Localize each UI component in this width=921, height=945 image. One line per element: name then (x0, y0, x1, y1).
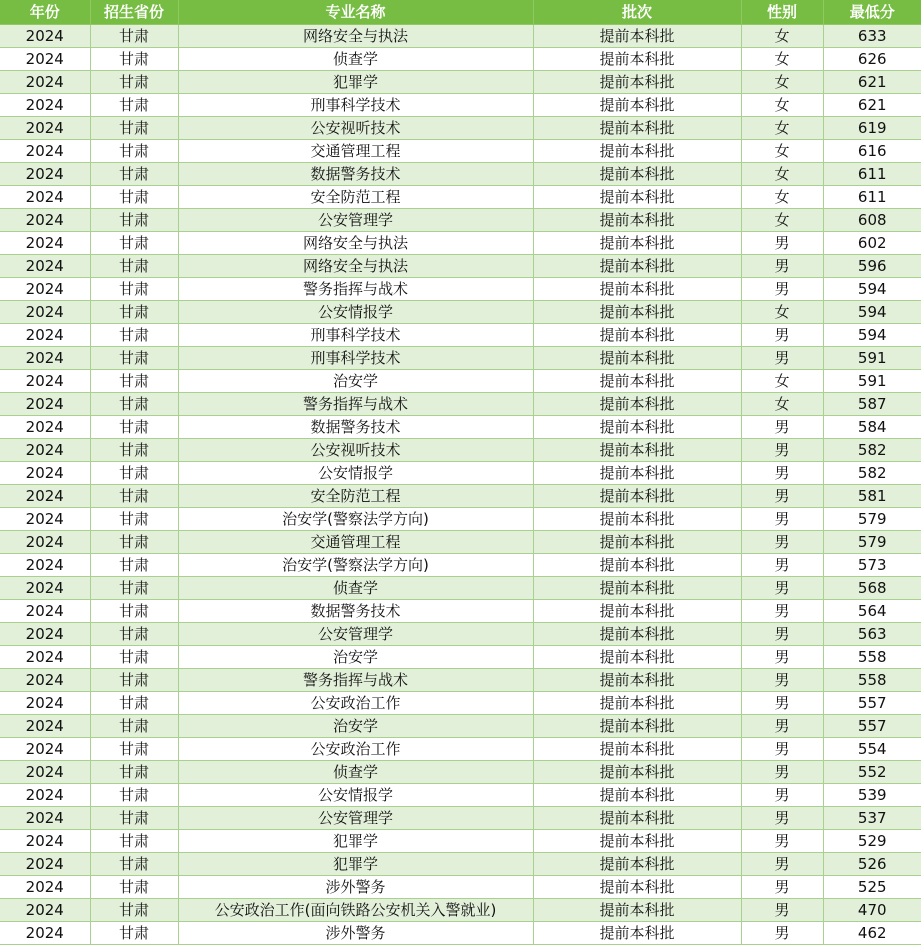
cell-batch: 提前本科批 (533, 415, 741, 438)
cell-batch: 提前本科批 (533, 461, 741, 484)
cell-year: 2024 (0, 139, 90, 162)
cell-gender: 男 (741, 737, 823, 760)
table-row (0, 691, 921, 714)
cell-year: 2024 (0, 484, 90, 507)
cell-batch: 提前本科批 (533, 921, 741, 944)
cell-major: 公安管理学 (178, 622, 533, 645)
cell-province: 甘肃 (90, 553, 178, 576)
cell-province: 甘肃 (90, 691, 178, 714)
header-gender: 性别 (741, 0, 823, 24)
cell-major: 治安学 (178, 714, 533, 737)
cell-major: 数据警务技术 (178, 162, 533, 185)
cell-major: 公安情报学 (178, 300, 533, 323)
cell-province: 甘肃 (90, 668, 178, 691)
cell-major: 数据警务技术 (178, 415, 533, 438)
cell-gender: 女 (741, 93, 823, 116)
cell-score: 594 (823, 300, 921, 323)
table-row (0, 231, 921, 254)
cell-province: 甘肃 (90, 24, 178, 47)
cell-score: 568 (823, 576, 921, 599)
table-row (0, 185, 921, 208)
cell-province: 甘肃 (90, 760, 178, 783)
cell-gender: 男 (741, 438, 823, 461)
cell-province: 甘肃 (90, 783, 178, 806)
cell-gender: 女 (741, 185, 823, 208)
table-row (0, 599, 921, 622)
cell-year: 2024 (0, 806, 90, 829)
cell-year: 2024 (0, 691, 90, 714)
cell-score: 554 (823, 737, 921, 760)
cell-score: 557 (823, 691, 921, 714)
cell-score: 587 (823, 392, 921, 415)
cell-province: 甘肃 (90, 415, 178, 438)
header-major: 专业名称 (178, 0, 533, 24)
table-row (0, 898, 921, 921)
cell-province: 甘肃 (90, 231, 178, 254)
cell-score: 582 (823, 438, 921, 461)
cell-province: 甘肃 (90, 507, 178, 530)
cell-batch: 提前本科批 (533, 760, 741, 783)
cell-year: 2024 (0, 530, 90, 553)
cell-major: 网络安全与执法 (178, 254, 533, 277)
cell-gender: 男 (741, 760, 823, 783)
cell-year: 2024 (0, 599, 90, 622)
cell-province: 甘肃 (90, 806, 178, 829)
cell-batch: 提前本科批 (533, 691, 741, 714)
table-row (0, 162, 921, 185)
cell-batch: 提前本科批 (533, 93, 741, 116)
cell-batch: 提前本科批 (533, 829, 741, 852)
cell-batch: 提前本科批 (533, 737, 741, 760)
cell-province: 甘肃 (90, 484, 178, 507)
cell-major: 刑事科学技术 (178, 346, 533, 369)
cell-major: 犯罪学 (178, 829, 533, 852)
cell-year: 2024 (0, 254, 90, 277)
header-year: 年份 (0, 0, 90, 24)
cell-year: 2024 (0, 714, 90, 737)
cell-year: 2024 (0, 438, 90, 461)
cell-year: 2024 (0, 162, 90, 185)
cell-gender: 女 (741, 208, 823, 231)
cell-gender: 女 (741, 300, 823, 323)
cell-gender: 男 (741, 323, 823, 346)
table-row (0, 116, 921, 139)
cell-province: 甘肃 (90, 852, 178, 875)
cell-batch: 提前本科批 (533, 507, 741, 530)
cell-year: 2024 (0, 576, 90, 599)
cell-score: 621 (823, 70, 921, 93)
cell-gender: 女 (741, 24, 823, 47)
cell-major: 犯罪学 (178, 852, 533, 875)
cell-score: 558 (823, 668, 921, 691)
cell-batch: 提前本科批 (533, 576, 741, 599)
cell-gender: 男 (741, 484, 823, 507)
cell-gender: 女 (741, 139, 823, 162)
cell-major: 刑事科学技术 (178, 323, 533, 346)
cell-major: 侦查学 (178, 576, 533, 599)
cell-major: 警务指挥与战术 (178, 392, 533, 415)
cell-batch: 提前本科批 (533, 668, 741, 691)
cell-major: 网络安全与执法 (178, 24, 533, 47)
cell-batch: 提前本科批 (533, 622, 741, 645)
table-row (0, 737, 921, 760)
cell-gender: 男 (741, 277, 823, 300)
cell-batch: 提前本科批 (533, 714, 741, 737)
cell-score: 616 (823, 139, 921, 162)
cell-year: 2024 (0, 829, 90, 852)
table-row (0, 668, 921, 691)
cell-batch: 提前本科批 (533, 645, 741, 668)
table-row (0, 760, 921, 783)
cell-province: 甘肃 (90, 346, 178, 369)
cell-score: 633 (823, 24, 921, 47)
table-row (0, 852, 921, 875)
cell-score: 557 (823, 714, 921, 737)
cell-batch: 提前本科批 (533, 70, 741, 93)
cell-gender: 女 (741, 162, 823, 185)
cell-score: 602 (823, 231, 921, 254)
cell-major: 侦查学 (178, 47, 533, 70)
cell-gender: 男 (741, 852, 823, 875)
cell-major: 安全防范工程 (178, 484, 533, 507)
cell-year: 2024 (0, 553, 90, 576)
cell-major: 犯罪学 (178, 70, 533, 93)
cell-batch: 提前本科批 (533, 323, 741, 346)
cell-batch: 提前本科批 (533, 208, 741, 231)
cell-year: 2024 (0, 875, 90, 898)
cell-gender: 男 (741, 921, 823, 944)
cell-gender: 男 (741, 622, 823, 645)
cell-gender: 男 (741, 875, 823, 898)
cell-batch: 提前本科批 (533, 484, 741, 507)
cell-gender: 男 (741, 346, 823, 369)
cell-score: 529 (823, 829, 921, 852)
table-row (0, 576, 921, 599)
table-row (0, 300, 921, 323)
cell-province: 甘肃 (90, 93, 178, 116)
cell-major: 公安视听技术 (178, 116, 533, 139)
cell-batch: 提前本科批 (533, 300, 741, 323)
cell-year: 2024 (0, 622, 90, 645)
cell-year: 2024 (0, 852, 90, 875)
cell-province: 甘肃 (90, 323, 178, 346)
cell-score: 582 (823, 461, 921, 484)
cell-batch: 提前本科批 (533, 852, 741, 875)
table-row (0, 438, 921, 461)
header-score: 最低分 (823, 0, 921, 24)
cell-year: 2024 (0, 300, 90, 323)
table-row (0, 70, 921, 93)
cell-batch: 提前本科批 (533, 346, 741, 369)
cell-gender: 女 (741, 392, 823, 415)
cell-batch: 提前本科批 (533, 24, 741, 47)
cell-year: 2024 (0, 507, 90, 530)
cell-score: 525 (823, 875, 921, 898)
table-row (0, 806, 921, 829)
cell-province: 甘肃 (90, 622, 178, 645)
cell-year: 2024 (0, 24, 90, 47)
cell-year: 2024 (0, 47, 90, 70)
cell-major: 安全防范工程 (178, 185, 533, 208)
cell-major: 侦查学 (178, 760, 533, 783)
cell-province: 甘肃 (90, 162, 178, 185)
cell-score: 619 (823, 116, 921, 139)
cell-score: 558 (823, 645, 921, 668)
cell-score: 581 (823, 484, 921, 507)
cell-year: 2024 (0, 185, 90, 208)
cell-score: 537 (823, 806, 921, 829)
table-row (0, 323, 921, 346)
cell-gender: 男 (741, 461, 823, 484)
table-header (0, 0, 921, 24)
cell-major: 公安管理学 (178, 806, 533, 829)
cell-gender: 男 (741, 829, 823, 852)
cell-batch: 提前本科批 (533, 438, 741, 461)
cell-province: 甘肃 (90, 139, 178, 162)
cell-province: 甘肃 (90, 70, 178, 93)
cell-province: 甘肃 (90, 737, 178, 760)
cell-province: 甘肃 (90, 116, 178, 139)
cell-major: 交通管理工程 (178, 139, 533, 162)
table-row (0, 783, 921, 806)
header-province: 招生省份 (90, 0, 178, 24)
cell-gender: 男 (741, 668, 823, 691)
cell-score: 621 (823, 93, 921, 116)
table-row (0, 530, 921, 553)
cell-major: 刑事科学技术 (178, 93, 533, 116)
table-row (0, 208, 921, 231)
cell-batch: 提前本科批 (533, 806, 741, 829)
cell-major: 公安政治工作 (178, 691, 533, 714)
cell-gender: 男 (741, 806, 823, 829)
cell-gender: 男 (741, 645, 823, 668)
cell-score: 611 (823, 162, 921, 185)
table-row (0, 829, 921, 852)
table-row (0, 369, 921, 392)
cell-score: 626 (823, 47, 921, 70)
table-row (0, 346, 921, 369)
cell-batch: 提前本科批 (533, 47, 741, 70)
cell-major: 公安情报学 (178, 461, 533, 484)
cell-batch: 提前本科批 (533, 599, 741, 622)
cell-major: 涉外警务 (178, 921, 533, 944)
table-row (0, 93, 921, 116)
cell-score: 563 (823, 622, 921, 645)
cell-gender: 男 (741, 714, 823, 737)
cell-score: 591 (823, 346, 921, 369)
cell-major: 公安情报学 (178, 783, 533, 806)
cell-major: 公安视听技术 (178, 438, 533, 461)
cell-batch: 提前本科批 (533, 392, 741, 415)
cell-gender: 男 (741, 783, 823, 806)
cell-province: 甘肃 (90, 277, 178, 300)
cell-score: 564 (823, 599, 921, 622)
cell-province: 甘肃 (90, 185, 178, 208)
cell-major: 数据警务技术 (178, 599, 533, 622)
cell-gender: 男 (741, 530, 823, 553)
cell-year: 2024 (0, 208, 90, 231)
cell-gender: 男 (741, 691, 823, 714)
cell-year: 2024 (0, 461, 90, 484)
cell-gender: 男 (741, 415, 823, 438)
cell-province: 甘肃 (90, 599, 178, 622)
cell-score: 462 (823, 921, 921, 944)
cell-score: 470 (823, 898, 921, 921)
cell-batch: 提前本科批 (533, 898, 741, 921)
cell-province: 甘肃 (90, 714, 178, 737)
table-row (0, 461, 921, 484)
cell-year: 2024 (0, 116, 90, 139)
cell-batch: 提前本科批 (533, 139, 741, 162)
cell-year: 2024 (0, 921, 90, 944)
cell-province: 甘肃 (90, 208, 178, 231)
cell-year: 2024 (0, 783, 90, 806)
cell-province: 甘肃 (90, 369, 178, 392)
cell-year: 2024 (0, 415, 90, 438)
cell-score: 526 (823, 852, 921, 875)
header-row (0, 0, 921, 24)
cell-year: 2024 (0, 346, 90, 369)
cell-score: 594 (823, 323, 921, 346)
header-batch: 批次 (533, 0, 741, 24)
table-row (0, 714, 921, 737)
cell-score: 608 (823, 208, 921, 231)
cell-score: 584 (823, 415, 921, 438)
cell-major: 公安政治工作(面向铁路公安机关入警就业) (178, 898, 533, 921)
cell-year: 2024 (0, 898, 90, 921)
cell-gender: 男 (741, 599, 823, 622)
cell-major: 治安学 (178, 369, 533, 392)
cell-batch: 提前本科批 (533, 231, 741, 254)
cell-major: 公安管理学 (178, 208, 533, 231)
table-row (0, 622, 921, 645)
cell-batch: 提前本科批 (533, 162, 741, 185)
cell-major: 治安学(警察法学方向) (178, 507, 533, 530)
cell-gender: 男 (741, 231, 823, 254)
cell-score: 579 (823, 530, 921, 553)
table-row (0, 921, 921, 944)
cell-major: 治安学(警察法学方向) (178, 553, 533, 576)
cell-gender: 男 (741, 898, 823, 921)
cell-gender: 男 (741, 254, 823, 277)
cell-year: 2024 (0, 70, 90, 93)
cell-year: 2024 (0, 668, 90, 691)
cell-year: 2024 (0, 737, 90, 760)
cell-year: 2024 (0, 231, 90, 254)
cell-major: 交通管理工程 (178, 530, 533, 553)
cell-major: 公安政治工作 (178, 737, 533, 760)
cell-year: 2024 (0, 392, 90, 415)
cell-score: 579 (823, 507, 921, 530)
cell-province: 甘肃 (90, 254, 178, 277)
cell-batch: 提前本科批 (533, 875, 741, 898)
cell-gender: 男 (741, 576, 823, 599)
cell-province: 甘肃 (90, 898, 178, 921)
cell-province: 甘肃 (90, 530, 178, 553)
cell-batch: 提前本科批 (533, 277, 741, 300)
table-row (0, 254, 921, 277)
table-row (0, 484, 921, 507)
cell-year: 2024 (0, 369, 90, 392)
cell-batch: 提前本科批 (533, 369, 741, 392)
cell-province: 甘肃 (90, 576, 178, 599)
cell-major: 治安学 (178, 645, 533, 668)
cell-year: 2024 (0, 277, 90, 300)
cell-gender: 女 (741, 47, 823, 70)
cell-gender: 男 (741, 553, 823, 576)
table-row (0, 139, 921, 162)
cell-score: 552 (823, 760, 921, 783)
table-row (0, 47, 921, 70)
table-row (0, 507, 921, 530)
cell-batch: 提前本科批 (533, 783, 741, 806)
cell-year: 2024 (0, 323, 90, 346)
table-row (0, 645, 921, 668)
cell-major: 警务指挥与战术 (178, 668, 533, 691)
cell-batch: 提前本科批 (533, 254, 741, 277)
table-body (0, 24, 921, 944)
cell-year: 2024 (0, 93, 90, 116)
cell-gender: 女 (741, 369, 823, 392)
cell-score: 596 (823, 254, 921, 277)
cell-province: 甘肃 (90, 921, 178, 944)
cell-year: 2024 (0, 760, 90, 783)
cell-province: 甘肃 (90, 438, 178, 461)
cell-gender: 女 (741, 70, 823, 93)
cell-batch: 提前本科批 (533, 530, 741, 553)
cell-province: 甘肃 (90, 829, 178, 852)
cell-major: 网络安全与执法 (178, 231, 533, 254)
cell-gender: 女 (741, 116, 823, 139)
cell-score: 611 (823, 185, 921, 208)
cell-batch: 提前本科批 (533, 185, 741, 208)
cell-province: 甘肃 (90, 461, 178, 484)
cell-major: 涉外警务 (178, 875, 533, 898)
cell-year: 2024 (0, 645, 90, 668)
table-row (0, 277, 921, 300)
table-row (0, 553, 921, 576)
cell-province: 甘肃 (90, 875, 178, 898)
cell-province: 甘肃 (90, 300, 178, 323)
cell-batch: 提前本科批 (533, 553, 741, 576)
cell-province: 甘肃 (90, 392, 178, 415)
cell-score: 539 (823, 783, 921, 806)
cell-gender: 男 (741, 507, 823, 530)
table-row (0, 415, 921, 438)
cell-score: 573 (823, 553, 921, 576)
cell-province: 甘肃 (90, 47, 178, 70)
table-row (0, 24, 921, 47)
cell-batch: 提前本科批 (533, 116, 741, 139)
table-row (0, 875, 921, 898)
cell-score: 591 (823, 369, 921, 392)
cell-score: 594 (823, 277, 921, 300)
table-row (0, 392, 921, 415)
cell-province: 甘肃 (90, 645, 178, 668)
cell-major: 警务指挥与战术 (178, 277, 533, 300)
